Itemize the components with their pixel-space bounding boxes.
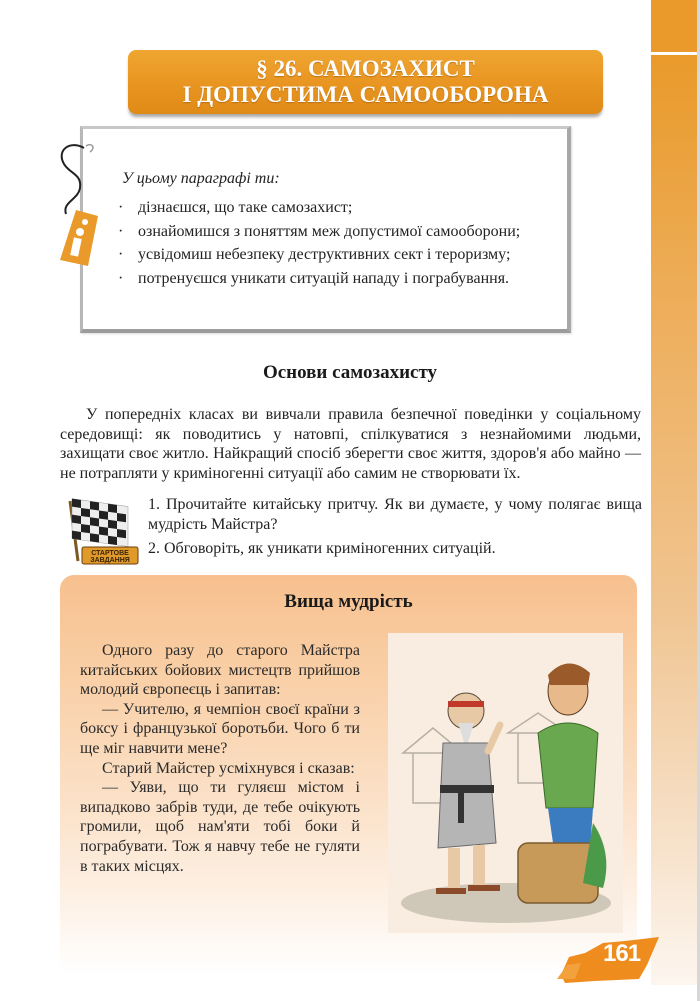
task-item: 1. Прочитайте китайську притчу. Як ви думаєте, у чому полягає вища мудрість Майстра? (148, 496, 642, 533)
page-number: 161 (603, 940, 641, 967)
side-band-top (651, 0, 700, 52)
bullet-icon: · (118, 199, 124, 216)
parable-text (80, 641, 360, 876)
task-badge-line1: СТАРТОВЕ (91, 550, 129, 557)
parable-title: Вища мудрість (284, 591, 413, 612)
task-badge-line2: ЗАВДАННЯ (90, 557, 130, 564)
task-item: 2. Обговоріть, як уникати криміногенних ситуацій. (148, 540, 496, 557)
bullet-icon: · (118, 222, 124, 240)
parable-paragraph: — Уяви, що ти гуляєш містом і випадково забрів туди, де тебе очікують громили, щоб нам'яти тобі боки й пограбувати. Тож я навчу тебе не гуляти в таких місцях. (80, 779, 360, 875)
checkered-flag-icon (60, 495, 140, 565)
bullet-icon: · (118, 269, 124, 287)
objective-item: · усвідомиш небезпеку деструктивних сект і тероризму; (118, 243, 520, 267)
objectives-heading: У цьому параграфі ти: (122, 170, 280, 187)
objective-item: · потренуєшся уникати ситуацій нападу і пограбування. (118, 267, 520, 291)
parable-paragraph: Одного разу до старого Майстра китайських бойових мистецтв прийшов молодий європеєць і запитав: (80, 642, 360, 699)
chapter-title-banner (128, 50, 603, 114)
starter-task-list (148, 495, 642, 563)
section-heading: Основи самозахисту (262, 362, 438, 383)
objectives-list (118, 196, 520, 290)
chapter-title-line2: І ДОПУСТИМА САМООБОРОНА (182, 82, 549, 107)
intro-paragraph: У попередніх класах ви вивчали правила безпечної поведінки у соціальному середовищі: як поводитись у натовпі, спілкуватися з незнайомими людьми, захищати своє житло. Найкращий спосіб зберегти своє життя, здоров'я або майно — не потрапляти у криміногенні ситуації або самим не створювати їх. (60, 406, 641, 482)
chapter-title-line1: § 26. САМОЗАХИСТ (256, 56, 475, 81)
objective-item: · дізнаєшся, що таке самозахист; (118, 196, 520, 220)
parable-paragraph: — Учителю, я чемпіон своєї країни з боксу і французької боротьби. Чого б ти ще міг навчити мене? (80, 700, 360, 757)
side-band (651, 55, 700, 985)
bullet-icon: · (118, 246, 124, 263)
info-tag-icon (52, 140, 112, 270)
parable-paragraph: Старий Майстер усміхнувся і сказав: (102, 759, 355, 777)
objective-item: · ознайомишся з поняттям меж допустимої самооборони; (118, 220, 520, 244)
master-and-young-man-illustration (388, 633, 623, 933)
